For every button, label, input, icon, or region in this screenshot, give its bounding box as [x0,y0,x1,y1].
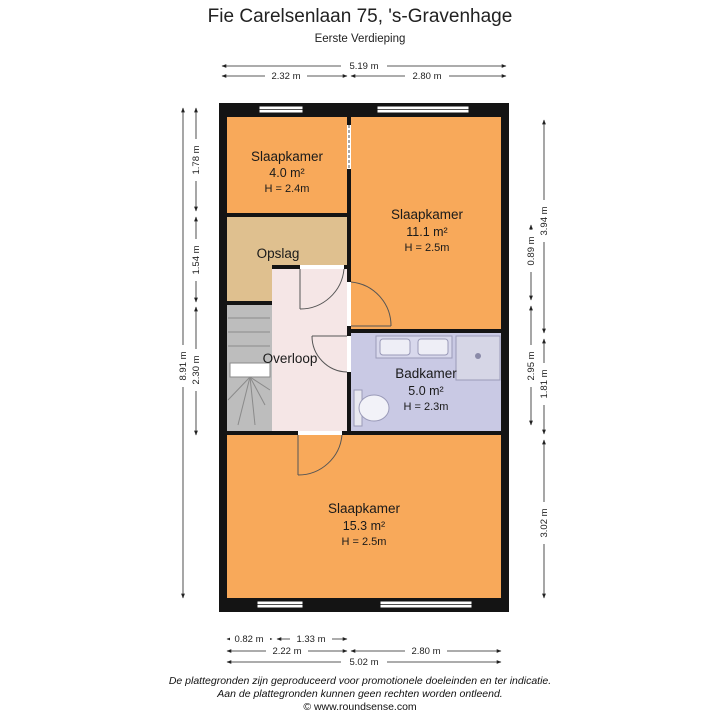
floor-subtitle: Eerste Verdieping [314,33,406,45]
room-height-slaapkamer-small: H = 2.4m [264,183,310,195]
room-height-slaapkamer-bottom: H = 2.5m [341,536,387,548]
room-label-slaapkamer-right: Slaapkamer [390,207,464,222]
dim-right-5: 3.02 m [539,508,550,538]
dim-bottom-1: 0.82 m [234,634,264,645]
room-label-slaapkamer-bottom: Slaapkamer [327,501,401,516]
room-slaapkamer-right [351,117,501,329]
dim-bottom-4: 2.80 m [411,646,441,657]
disclaimer-line-2: Aan de plattegronden kunnen geen rechten worden ontleend. [217,688,503,700]
copyright-link[interactable]: © www.roundsense.com [303,701,417,713]
room-label-badkamer: Badkamer [395,366,457,381]
room-label-slaapkamer-small: Slaapkamer [250,149,324,164]
room-area-slaapkamer-bottom: 15.3 m² [342,519,386,533]
room-height-badkamer: H = 2.3m [403,401,449,413]
dim-right-2: 3.94 m [539,206,550,236]
dim-bottom-3: 2.22 m [272,646,302,657]
dim-left-2: 1.54 m [191,245,202,275]
room-height-slaapkamer-right: H = 2.5m [404,242,450,254]
dim-right-4: 1.81 m [539,369,550,399]
dim-top-left: 2.32 m [271,71,301,82]
dim-right-1: 0.89 m [526,236,537,266]
room-overloop [272,269,347,431]
room-area-slaapkamer-small: 4.0 m² [269,166,305,180]
dim-top-right: 2.80 m [412,71,442,82]
dim-left-3: 2.30 m [191,355,202,385]
room-label-opslag: Opslag [256,246,300,261]
room-slaapkamer-bottom [227,435,501,598]
dim-right-3: 2.95 m [526,351,537,381]
disclaimer-line-1: De plattegronden zijn geproduceerd voor promotionele doeleinden en ter indicatie. [168,675,552,687]
dim-bottom-total: 5.02 m [349,657,379,668]
dim-bottom-2: 1.33 m [296,634,326,645]
plan-title: Fie Carelsenlaan 75, 's-Gravenhage [207,6,513,27]
room-slaapkamer-small [227,117,347,213]
room-label-overloop: Overloop [262,351,318,366]
dim-left-total: 8.91 m [178,351,189,381]
dim-left-1: 1.78 m [191,145,202,175]
room-area-slaapkamer-right: 11.1 m² [406,225,448,239]
room-area-badkamer: 5.0 m² [408,384,444,398]
dim-top-total: 5.19 m [349,61,379,72]
